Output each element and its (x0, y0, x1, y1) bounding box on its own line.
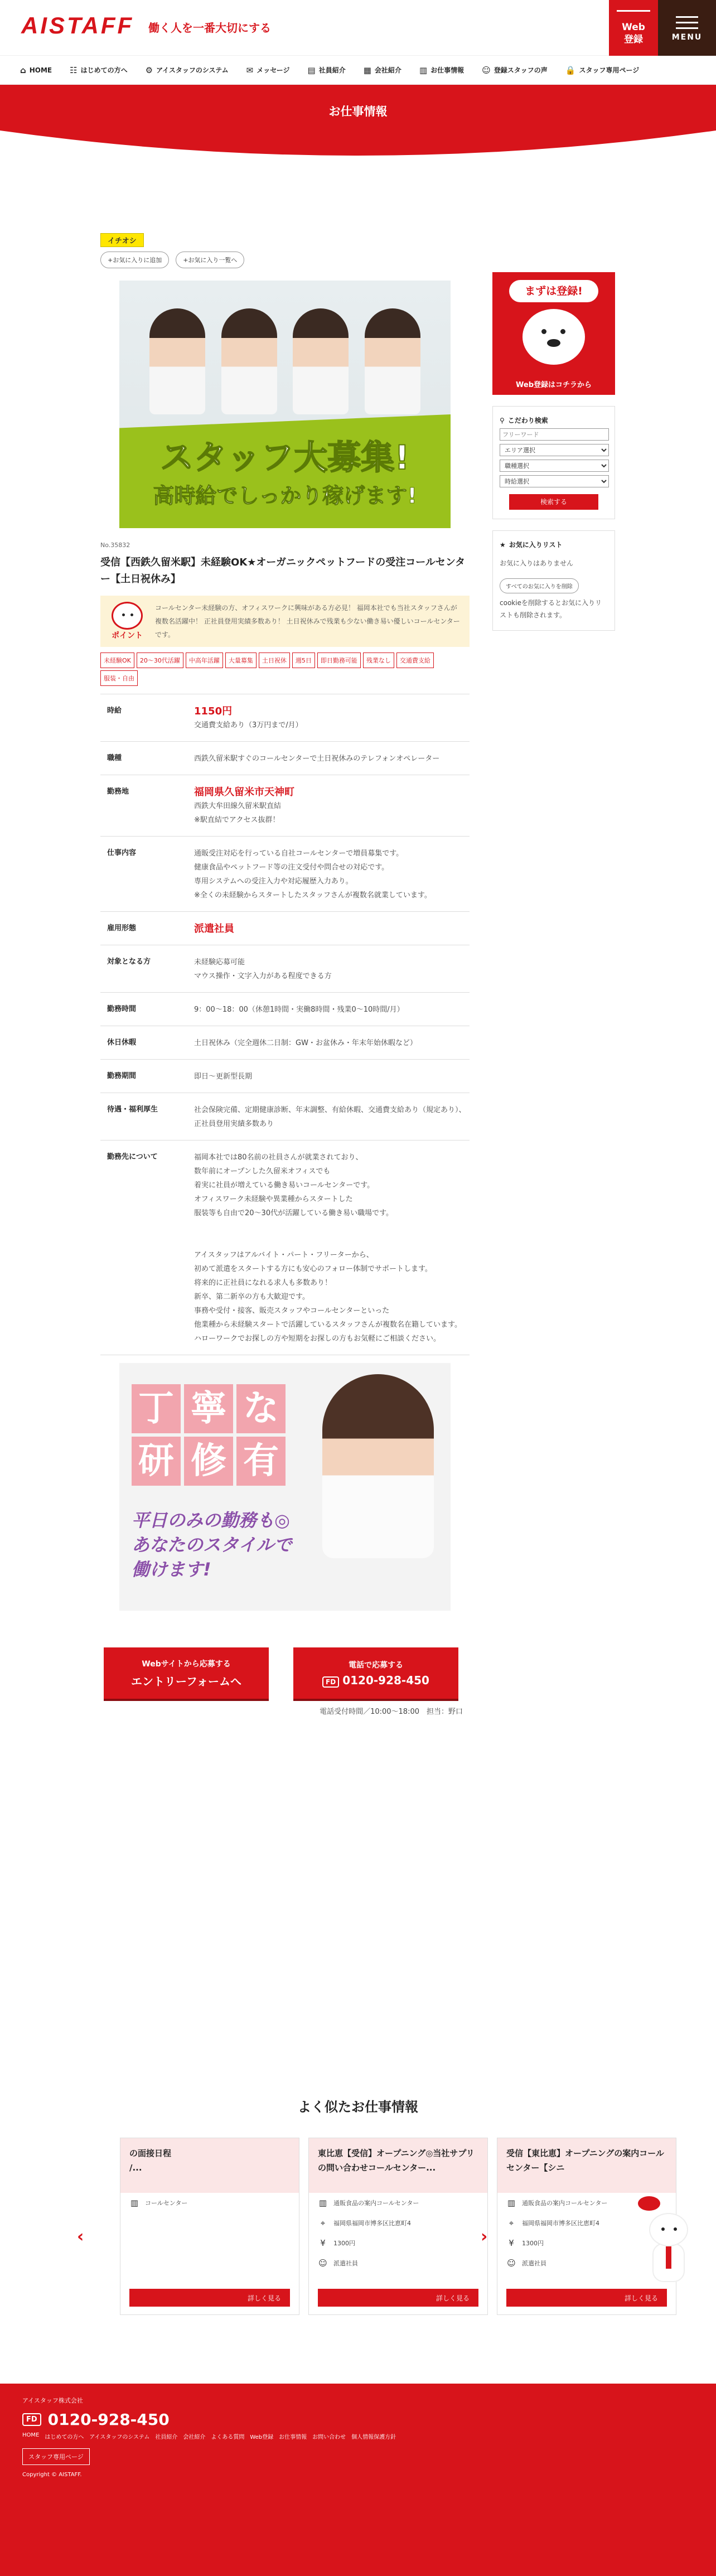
spec-label: 勤務期間 (107, 1072, 137, 1080)
sidebar (492, 272, 615, 631)
image-subheadline: 高時給でしっかり稼げます! (153, 484, 417, 508)
spec-value (194, 922, 470, 936)
job-tag: 未経験OK (100, 653, 134, 668)
search-title: こだわり検索 (507, 417, 548, 424)
job-tag: 服装・自由 (100, 670, 138, 686)
nav-item-5[interactable] (364, 65, 401, 75)
card-info-text: 通販食品の案内コールセンター (522, 2200, 608, 2207)
spec-row (100, 1060, 470, 1093)
spec-row (100, 837, 470, 912)
nav-item-1[interactable] (70, 65, 127, 75)
nav-item-2[interactable] (146, 65, 229, 75)
spec-text: 社会保険完備、定期健康診断、年末調整、有給休暇、交通費支給あり（規定あり）、正社員登用実績多数あり (194, 1106, 466, 1128)
menu-button[interactable] (658, 0, 716, 56)
nav-item-7[interactable] (482, 65, 548, 75)
job-detail (100, 233, 470, 1716)
footer-tel-number: 0120-928-450 (47, 2410, 170, 2429)
banner-copy-line1: 平日のみの勤務も◎ (132, 1510, 290, 1531)
footer-tel[interactable] (22, 2410, 694, 2429)
spec-row (100, 694, 470, 742)
spec-label: 勤務先について (107, 1153, 158, 1161)
banner-headline (132, 1384, 286, 1486)
banner-char: 研 (132, 1437, 181, 1486)
nav-label: 社員紹介 (318, 66, 346, 74)
spec-row (100, 1026, 470, 1060)
spec-value (194, 1036, 470, 1050)
job-tag: 中高年活躍 (186, 653, 223, 668)
job-tag: 残業なし (363, 653, 394, 668)
nav-icon: ▤ (307, 65, 316, 75)
card-info-text: 派遣社員 (522, 2260, 546, 2267)
operator-photo (322, 1374, 434, 1558)
card-more-button[interactable]: 詳しく見る (506, 2289, 667, 2307)
job-tag: 大量募集 (225, 653, 257, 668)
wage-select[interactable] (500, 475, 609, 487)
banner-char: 丁 (132, 1384, 181, 1433)
spec-text: 西鉄久留米駅すぐのコールセンターで土日祝休みのテレフォンオペレーター (194, 755, 440, 763)
spec-text: 9：00〜18：00（休憩1時間・実働8時間・残業0〜10時間/月） (194, 1006, 404, 1014)
pickup-badge: イチオシ (100, 233, 144, 247)
spec-emphasis: 1150円 (194, 705, 233, 717)
point-box (100, 596, 470, 647)
point-label: ポイント (112, 631, 143, 640)
nav-icon: ▥ (419, 65, 428, 75)
card-info-text: コールセンター (145, 2200, 188, 2207)
similar-job-card[interactable] (120, 2138, 299, 2315)
banner-char: 寧 (184, 1384, 233, 1433)
register-banner[interactable] (492, 272, 615, 395)
building-icon: ▥ (318, 2198, 327, 2208)
favorite-title: お気に入りリスト (509, 541, 563, 549)
spec-value (194, 955, 470, 983)
card-title: 東比恵【受信】オープニング◎当社サプリの問い合わせコールセンター... (309, 2138, 487, 2193)
location-icon: ⌖ (320, 2218, 326, 2228)
banner-char: 修 (184, 1437, 233, 1486)
spec-value (194, 1103, 470, 1131)
footer-link[interactable]: お問い合わせ (312, 2434, 346, 2440)
job-tag: 20〜30代活躍 (137, 653, 183, 668)
freedial-icon: FD (322, 1676, 339, 1688)
nav-item-6[interactable] (419, 65, 464, 75)
person-icon: ☺ (507, 2258, 516, 2268)
search-icon: ⚲ (500, 416, 505, 424)
entry-form-button[interactable] (104, 1647, 269, 1699)
phone-apply-number (293, 1674, 458, 1687)
similar-jobs (0, 2096, 716, 2316)
page-hero (0, 85, 716, 161)
favorite-box (492, 530, 615, 631)
banner-copy-line2: あなたのスタイルで (132, 1534, 292, 1555)
job-number: No.35832 (100, 542, 130, 549)
card-info-text: 派遣社員 (333, 2260, 358, 2267)
job-select[interactable] (500, 460, 609, 472)
yen-icon: ¥ (320, 2238, 326, 2248)
nav-label: 会社紹介 (374, 66, 401, 74)
footer-link[interactable]: アイスタッフのシステム (89, 2434, 150, 2440)
spec-row (100, 1093, 470, 1140)
nav-label: HOME (29, 66, 52, 74)
spec-row (100, 912, 470, 945)
nav-icon: ✉ (246, 65, 254, 75)
footer-link[interactable]: Web登録 (250, 2434, 274, 2440)
banner-copy-line3: 働けます! (132, 1559, 211, 1580)
card-info-text: 1300円 (333, 2240, 355, 2247)
card-info (309, 2253, 487, 2273)
job-tags (100, 653, 470, 686)
nav-icon: ⌂ (20, 65, 26, 75)
site-footer (0, 2384, 716, 2576)
banner-char: な (236, 1384, 286, 1433)
spec-label: 仕事内容 (107, 849, 137, 857)
spec-value (194, 752, 470, 766)
staff-photo (119, 281, 451, 414)
card-info (309, 2193, 487, 2213)
nav-label: 登録スタッフの声 (494, 66, 548, 74)
job-tag: 交通費支給 (396, 653, 434, 668)
job-spec-table (100, 694, 470, 1355)
card-info (309, 2233, 487, 2253)
spec-label: 勤務地 (107, 787, 129, 796)
card-info-text: 福岡県福岡市博多区比恵町4 (522, 2220, 599, 2227)
nav-label: はじめての方へ (80, 66, 128, 74)
spec-label: 休日休暇 (107, 1038, 137, 1047)
nav-label: アイスタッフのシステム (156, 66, 229, 74)
footer-company: アイスタッフ株式会社 (22, 2397, 83, 2404)
card-title: 受信【東比恵】オープニングの案内コールセンター【シニ (497, 2138, 676, 2193)
job-title: 受信【西鉄久留米駅】未経験OK★オーガニックペットフードの受注コールセンター【土日祝休み】 (100, 557, 466, 585)
spec-label: 雇用形態 (107, 924, 137, 932)
spec-text: 未経験応募可能 マウス操作・文字入力がある程度できる方 (194, 958, 332, 980)
phone-apply-tel: 0120-928-450 (342, 1674, 429, 1687)
area-select[interactable] (500, 444, 609, 456)
global-nav (0, 56, 716, 85)
hamburger-icon (658, 16, 716, 29)
phone-hours: 電話受付時間／10:00〜18:00 担当：野口 (320, 1708, 463, 1716)
training-banner (119, 1363, 451, 1611)
spec-value (194, 847, 470, 902)
similar-job-card[interactable] (308, 2138, 488, 2315)
clear-favorites-button[interactable]: すべてのお気に入りを削除 (500, 578, 579, 593)
building-icon: ▥ (507, 2198, 516, 2208)
spec-value (194, 1151, 470, 1346)
nav-icon: ⚙ (145, 65, 153, 75)
nav-label: メッセージ (257, 66, 290, 74)
spec-value (194, 1070, 470, 1084)
freedial-icon: FD (22, 2413, 41, 2426)
footer-link[interactable]: お仕事情報 (279, 2434, 307, 2440)
spec-row (100, 742, 470, 775)
footer-link[interactable]: 会社紹介 (183, 2434, 206, 2440)
job-tag: 週5日 (292, 653, 315, 668)
job-main-image (119, 281, 451, 528)
spec-text: 通販受注対応を行っている自社コールセンターで増員募集です。 健康食品やペットフード等の注文受付や問合せの対応です。 専用システムへの受注入力や対応履歴入力あり。 ※全くの未経験からスタートしたスタッフさんが複数名就業しています。 (194, 849, 432, 900)
bear-icon (112, 602, 143, 630)
page-title: お仕事情報 (328, 105, 388, 118)
star-icon: ★ (500, 540, 506, 549)
site-logo[interactable]: AISTAFF (21, 12, 134, 38)
favorite-list-button[interactable]: +お気に入り一覧へ (176, 252, 244, 268)
card-info-text: 福岡県福岡市博多区比恵町4 (333, 2220, 411, 2227)
carousel-next-icon[interactable]: › (481, 2227, 488, 2246)
nav-item-0[interactable] (20, 65, 52, 75)
footer-nav (22, 2432, 694, 2440)
register-bubble: まずは登録! (509, 280, 598, 302)
card-info-text: 通販食品の案内コールセンター (333, 2200, 419, 2207)
location-icon: ⌖ (509, 2218, 514, 2228)
spec-text: 福岡本社では80名前の社員さんが就業されており、 数年前にオープンした久留米オフィスでも 着実に社員が増えている働き易いコールセンターです。 オフィスワーク未経験や異業種からスタートした 服装等も自由で20〜30代が活躍している働き易い職場です。 アイスタッフはアルバイト・パート・フリーターから、 初めて派遣をスタートする方にも安心のフォロー体制でサポートします。 将来的に正社員になれる求人も多数あり！ 新卒、第二新卒の方も大歓迎です。 事務や受付・接客、販売スタッフやコールセンターといった 他業種から未経験スタートで活躍しているスタッフさんが複数名在籍しています。 ハローワークでお探しの方や短期をお探しの方もお気軽にご相談ください。 (194, 1153, 462, 1343)
menu-label: MENU (671, 33, 703, 42)
spec-value (194, 1003, 470, 1017)
spec-text: 交通費支給あり（3万円まで/月） (194, 721, 303, 729)
footer-link[interactable]: 個人情報保護方針 (351, 2434, 396, 2440)
hero-curve (0, 131, 716, 161)
spec-value (194, 704, 470, 732)
web-register-label: Web 登録 (622, 22, 645, 45)
spec-value (194, 785, 470, 827)
card-more-button[interactable]: 詳しく見る (318, 2289, 478, 2307)
nav-icon: 🔒 (565, 65, 576, 75)
spec-text: 土日祝休み（完全週休二日制：GW・お盆休み・年末年始休暇など） (194, 1039, 417, 1047)
spec-row (100, 1140, 470, 1355)
banner-char: 有 (236, 1437, 286, 1486)
footer-link[interactable]: はじめての方へ (45, 2434, 84, 2440)
person-icon: ☺ (318, 2258, 327, 2268)
card-info (309, 2213, 487, 2233)
spec-emphasis: 派遣社員 (194, 923, 234, 935)
building-icon: ▥ (130, 2198, 139, 2208)
point-text: コールセンター未経験の方、オフィスワークに興味がある方必見！ 福岡本社でも当社スタッフさんが複数名活躍中！ 正社員登用実績多数あり！ 土日祝休みで残業も少ない働き易い優しいコールセンターです。 (155, 604, 460, 639)
yen-icon: ¥ (509, 2238, 514, 2248)
spec-label: 対象となる方 (107, 958, 151, 966)
nav-item-3[interactable] (246, 65, 290, 75)
nav-icon: ☺ (482, 65, 491, 75)
favorite-empty: お気に入りはありません (500, 559, 574, 567)
phone-apply-button[interactable] (293, 1647, 458, 1699)
apply-buttons (104, 1647, 458, 1699)
banner-copy (132, 1508, 292, 1582)
nav-item-8[interactable] (565, 65, 639, 75)
spec-row (100, 775, 470, 837)
image-headline: スタッフ大募集! (160, 438, 410, 477)
nav-label: お仕事情報 (430, 66, 465, 74)
site-tagline: 働く人を一番大切にする (148, 21, 271, 35)
spec-label: 職種 (107, 754, 122, 762)
card-info-text: 1300円 (522, 2240, 544, 2247)
add-favorite-button[interactable]: +お気に入りに追加 (100, 252, 169, 268)
footer-link[interactable]: 社員紹介 (155, 2434, 178, 2440)
job-tag: 土日祝休 (259, 653, 290, 668)
phone-apply-small: 電話で応募する (349, 1661, 403, 1670)
keyword-input[interactable] (500, 428, 609, 441)
similar-heading: よく似たお仕事情報 (298, 2099, 418, 2115)
point-badge (107, 602, 147, 641)
web-register-button[interactable] (609, 0, 658, 56)
staff-page-button[interactable]: スタッフ専用ページ (22, 2448, 90, 2465)
register-banner-label: Web登録はコチラから (516, 381, 592, 389)
spec-text: 西鉄大牟田線久留米駅直結 ※駅直結でアクセス抜群！ (194, 802, 282, 824)
spec-row (100, 945, 470, 993)
spec-text: 即日〜更新型長期 (194, 1072, 253, 1081)
card-title: の面接日程 /... (120, 2138, 299, 2193)
job-tag: 即日勤務可能 (317, 653, 361, 668)
spec-label: 勤務時間 (107, 1005, 137, 1013)
nav-label: スタッフ専用ページ (579, 66, 640, 74)
entry-form-label: エントリーフォームへ (131, 1674, 241, 1688)
nav-item-4[interactable] (308, 65, 346, 75)
footer-link[interactable]: よくある質問 (211, 2434, 245, 2440)
search-box (492, 406, 615, 519)
search-button[interactable]: 検索する (509, 494, 598, 510)
carousel-prev-icon[interactable]: ‹ (77, 2227, 84, 2246)
spec-emphasis: 福岡県久留米市天神町 (194, 786, 294, 798)
card-more-button[interactable]: 詳しく見る (129, 2289, 290, 2307)
spec-row (100, 993, 470, 1026)
copyright: Copyright © AISTAFF. (22, 2472, 82, 2478)
spec-label: 時給 (107, 707, 122, 715)
entry-form-small: Webサイトから応募する (142, 1659, 231, 1669)
footer-link[interactable]: HOME (22, 2432, 40, 2438)
spec-label: 待遇・福利厚生 (107, 1105, 158, 1114)
bear-mascot-icon (523, 309, 585, 365)
favorite-note: cookieを削除するとお気に入りリストも削除されます。 (500, 599, 602, 619)
card-info (120, 2193, 299, 2213)
site-header (0, 0, 716, 56)
bear-mascot-icon[interactable] (638, 2196, 699, 2285)
nav-icon: ▦ (363, 65, 371, 75)
nav-icon: ☷ (70, 65, 78, 75)
